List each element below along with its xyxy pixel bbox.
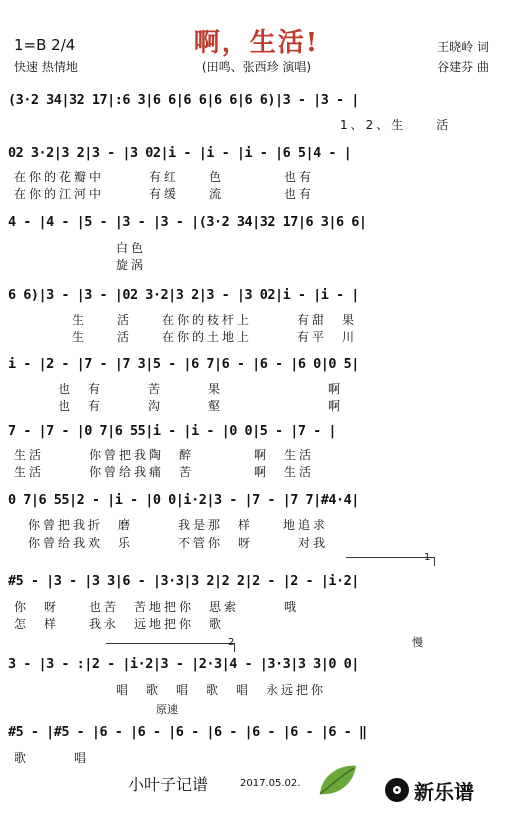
transcriber-signature: 小叶子记谱 bbox=[128, 775, 209, 794]
lyric-line-7b: 你曾给我欢 乐 不管你 呀 对我 bbox=[28, 536, 329, 550]
lyric-line-3a: 白色 bbox=[116, 241, 147, 255]
lyric-line-7a: 你曾把我折 磨 我是那 样 地追求 bbox=[28, 518, 329, 532]
lyric-line-8a: 你 呀 也苦 苦地把你 思索 哦 bbox=[14, 600, 300, 614]
volta-2-label: 2 bbox=[228, 637, 235, 648]
original-tempo-marking: 原速 bbox=[156, 703, 178, 716]
lyric-line-1: 1、2、生 活 bbox=[340, 118, 452, 132]
key-signature: 1=B 2/4 bbox=[14, 36, 76, 54]
lyric-line-6a: 生活 你曾把我陶 醉 啊 生活 bbox=[14, 448, 315, 462]
lyric-line-3b: 旋涡 bbox=[116, 258, 147, 272]
staff-line-5: i - |2 - |7 - |7 3|5 - |6 7|6 - |6 - |6 0|0 5| bbox=[8, 356, 359, 372]
music-disc-icon bbox=[384, 777, 410, 807]
staff-line-7: 0 7|6 55|2 - |i - |0 0|i·2|3 - |7 - |7 7|#4·4| bbox=[8, 492, 359, 508]
tempo-marking: 快速 热情地 bbox=[14, 60, 78, 74]
volta-1-bracket bbox=[346, 557, 435, 566]
volta-2-bracket bbox=[106, 643, 235, 652]
composer-credit: 谷建芬 曲 bbox=[437, 60, 489, 74]
staff-line-10: #5 - |#5 - |6 - |6 - |6 - |6 - |6 - |6 - |6 - ‖ bbox=[8, 724, 367, 740]
lyric-line-10: 歌 唱 bbox=[14, 751, 90, 765]
lyric-line-5b: 也 有 沟 壑 啊 bbox=[58, 399, 344, 413]
lyric-line-4a: 生 活 在你的枝杆上 有甜 果 bbox=[72, 313, 358, 327]
lyric-line-8b: 怎 样 我永 远地把你 歌 bbox=[14, 617, 225, 631]
lyric-line-9: 唱 歌 唱 歌 唱 永远把你 bbox=[116, 683, 327, 697]
lyric-line-2a: 在你的花瓣中 有红 色 也有 bbox=[14, 170, 315, 184]
staff-line-4: 6 6)|3 - |3 - |02 3·2|3 2|3 - |3 02|i - |i - | bbox=[8, 287, 359, 303]
staff-line-6: 7 - |7 - |0 7|6 55|i - |i - |0 0|5 - |7 - | bbox=[8, 423, 336, 439]
singers: (田鸣、张西珍 演唱) bbox=[201, 60, 312, 74]
lyricist-credit: 王晓岭 词 bbox=[437, 40, 489, 54]
lyric-line-4b: 生 活 在你的土地上 有平 川 bbox=[72, 330, 358, 344]
volta-1-label: 1 bbox=[424, 552, 431, 563]
staff-line-9: 3 - |3 - :|2 - |i·2|3 - |2·3|4 - |3·3|3 3|0 0| bbox=[8, 656, 359, 672]
lyric-line-2b: 在你的江河中 有缓 流 也有 bbox=[14, 187, 315, 201]
leaf-icon bbox=[314, 760, 360, 804]
song-title: 啊，生活! bbox=[193, 28, 320, 58]
staff-line-8: #5 - |3 - |3 3|6 - |3·3|3 2|2 2|2 - |2 - |i·2| bbox=[8, 573, 359, 589]
site-logo: 新乐谱 bbox=[414, 780, 474, 804]
staff-line-1: (3·2 34|32 17|:6 3|6 6|6 6|6 6|6 6)|3 - |3 - | bbox=[8, 92, 359, 108]
staff-line-2: 02 3·2|3 2|3 - |3 02|i - |i - |i - |6 5|4 - | bbox=[8, 145, 352, 161]
lyric-line-5a: 也 有 苦 果 啊 bbox=[58, 382, 344, 396]
transcription-date: 2017.05.02. bbox=[240, 778, 301, 789]
lyric-line-6b: 生活 你曾给我痛 苦 啊 生活 bbox=[14, 465, 315, 479]
staff-line-3: 4 - |4 - |5 - |3 - |3 - |(3·2 34|32 17|6 3|6 6| bbox=[8, 214, 367, 230]
slow-marking: 慢 bbox=[412, 636, 423, 649]
